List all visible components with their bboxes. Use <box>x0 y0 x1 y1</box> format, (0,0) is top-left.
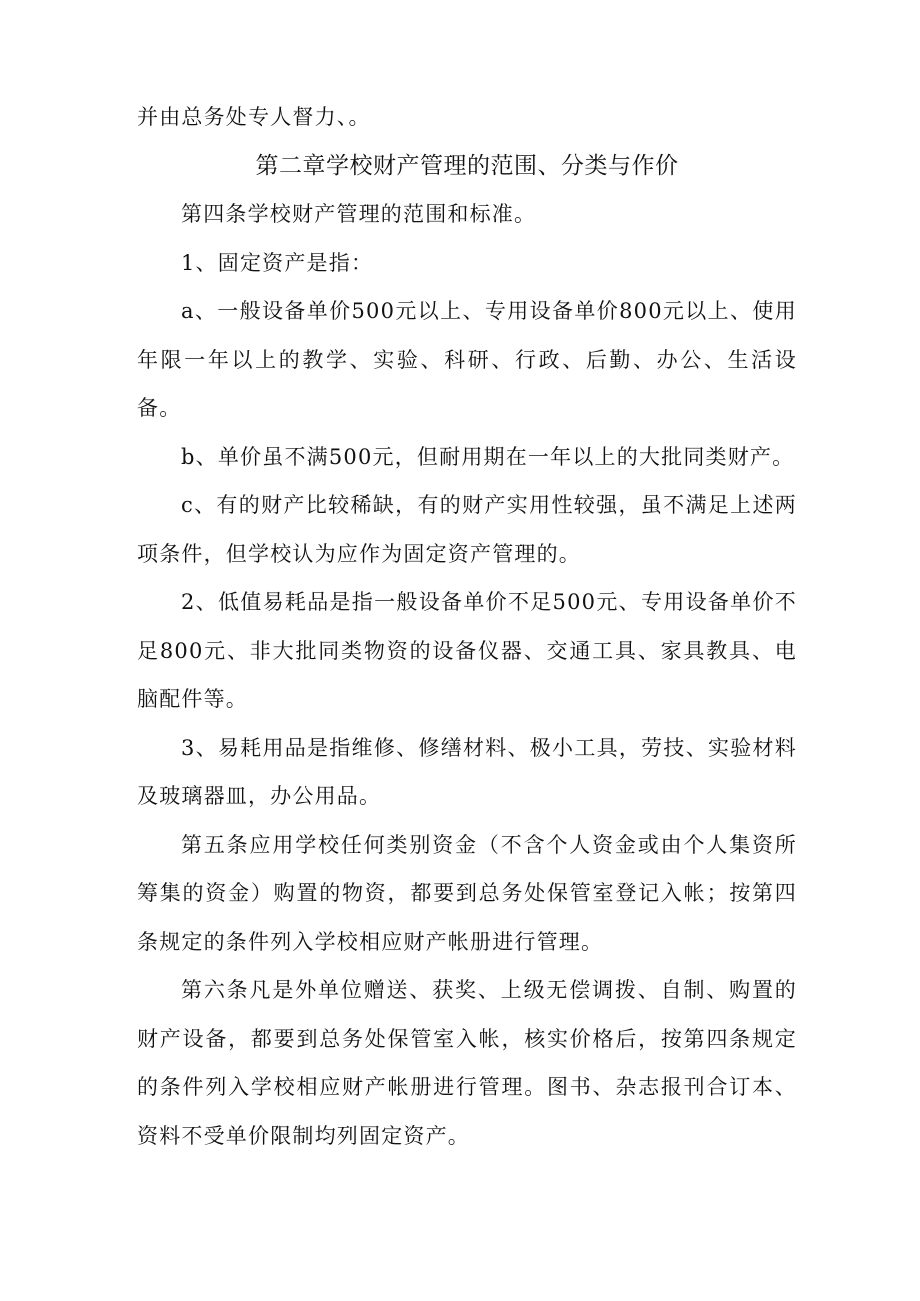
paragraph-fixed-assets: 1、固定资产是指： <box>181 250 374 275</box>
chapter-title: 第二章学校财产管理的范围、分类与作价 <box>255 152 679 179</box>
paragraph-item-b: b、单价虽不满500元，但耐用期在一年以上的大批同类财产。 <box>181 444 795 469</box>
paragraph-article-4: 第四条学校财产管理的范围和标准。 <box>181 202 537 226</box>
paragraph-low-value-items: 2、低值易耗品是指一般设备单价不足500元、专用设备单价不足800元、非大批同类物资的设备仪器、交通工具、家具教具、电脑配件等。 <box>137 590 797 711</box>
paragraph-article-5: 第五条应用学校任何类别资金（不含个人资金或由个人集资所筹集的资金）购置的物资，都要到总务处保管室登记入帐；按第四条规定的条件列入学校相应财产帐册进行管理。 <box>137 832 797 954</box>
lead-line: 并由总务处专人督力、。 <box>137 105 371 129</box>
paragraph-item-c: c、有的财产比较稀缺，有的财产实用性较强，虽不满足上述两项条件，但学校认为应作为固定资产管理的。 <box>137 493 797 566</box>
paragraph-article-6: 第六条凡是外单位赠送、获奖、上级无偿调拨、自制、购置的财产设备，都要到总务处保管室入帐，核实价格后，按第四条规定的条件列入学校相应财产帐册进行管理。图书、杂志报刊合订本、资料不受单价限制均列固定资产。 <box>137 978 797 1148</box>
document-body <box>137 93 797 1160</box>
paragraph-consumables: 3、易耗用品是指维修、修缮材料、极小工具，劳技、实验材料及玻璃器皿，办公用品。 <box>137 735 797 808</box>
paragraph-item-a: a、一般设备单价500元以上、专用设备单价800元以上、使用年限一年以上的教学、实验、科研、行政、后勤、办公、生活设备。 <box>137 299 797 420</box>
